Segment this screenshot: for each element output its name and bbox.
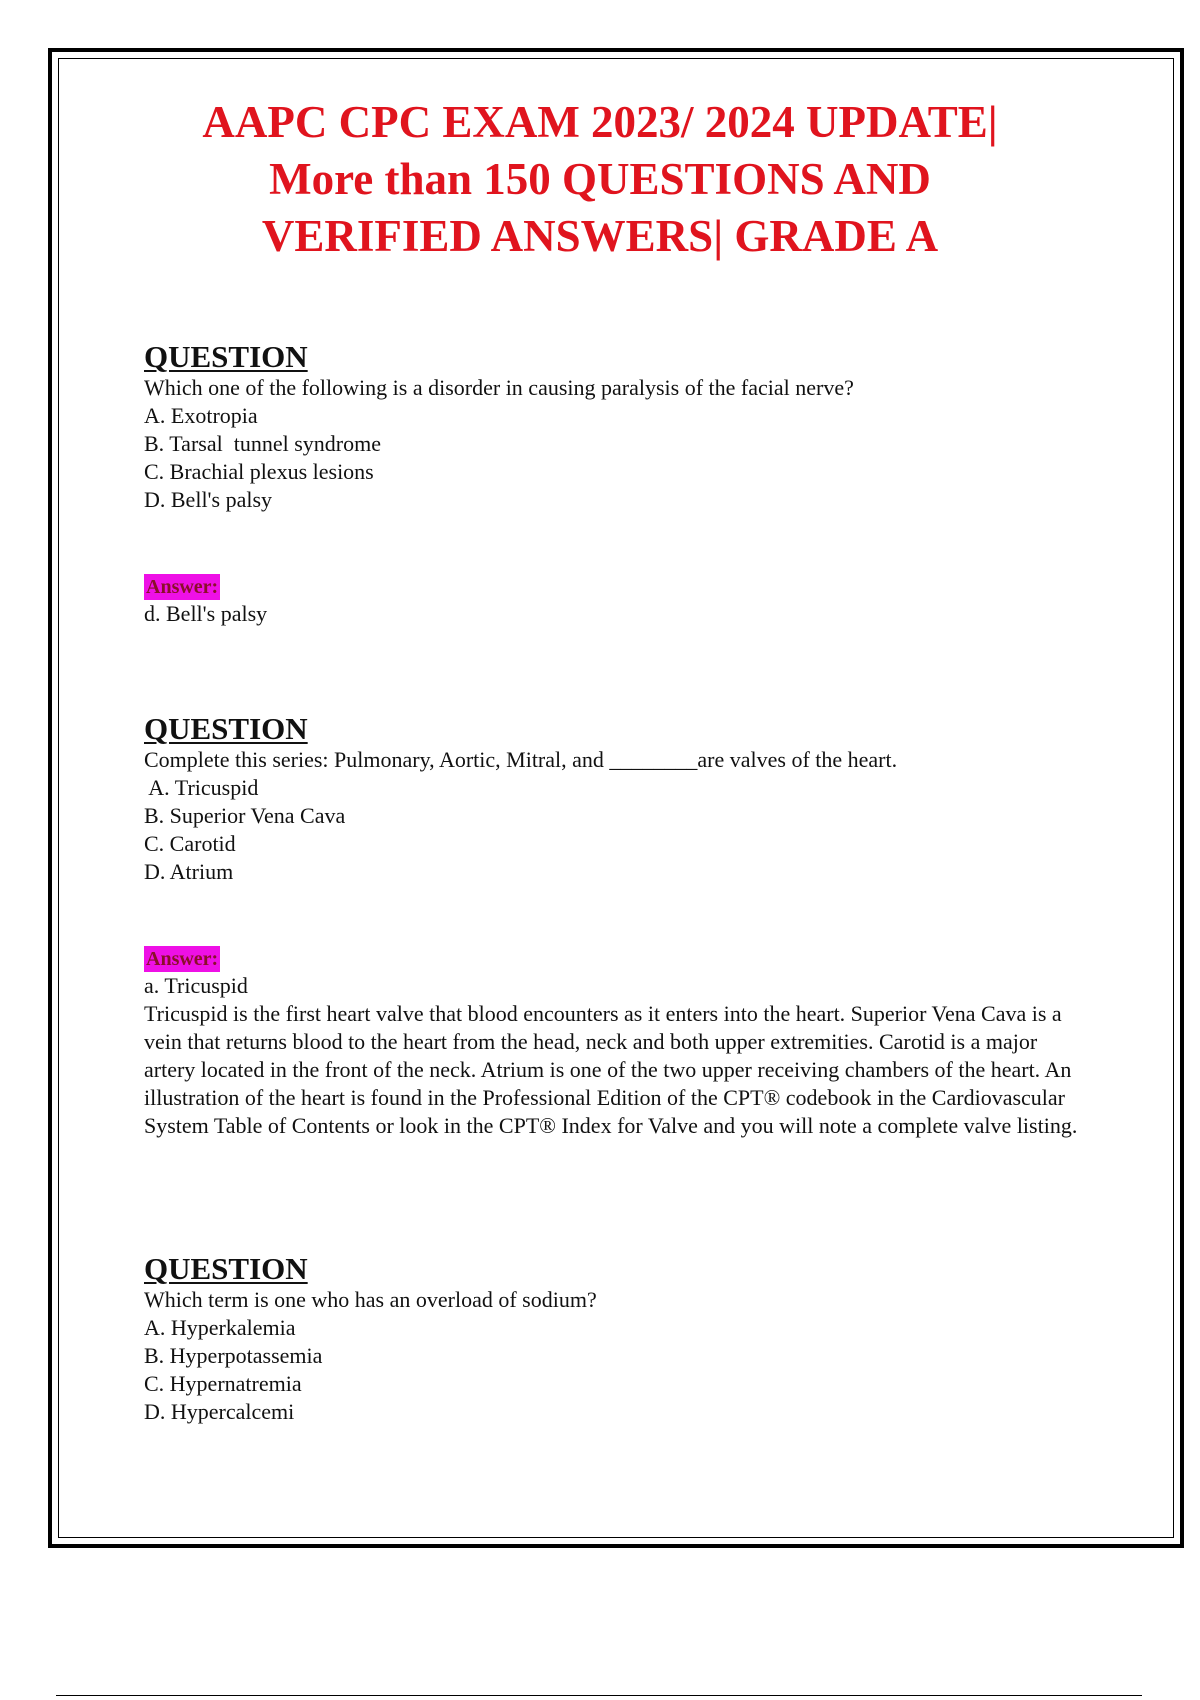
option-c: C. Brachial plexus lesions xyxy=(144,459,374,484)
answer-text: a. Tricuspid xyxy=(144,973,248,998)
document-title xyxy=(60,94,1140,265)
footer-rule xyxy=(56,1695,1142,1696)
title-line-1: AAPC CPC EXAM 2023/ 2024 UPDATE| xyxy=(202,97,998,147)
option-d: D. Atrium xyxy=(144,859,234,884)
option-d: D. Bell's palsy xyxy=(144,487,273,512)
option-a: A. Tricuspid xyxy=(144,775,259,800)
question-prompt: Which term is one who has an overload of sodium? xyxy=(144,1287,597,1312)
option-b: B. Hyperpotassemia xyxy=(144,1343,323,1368)
option-b: B. Superior Vena Cava xyxy=(144,803,346,828)
answer-label: Answer: xyxy=(146,576,219,598)
answer-1 xyxy=(144,574,1084,628)
question-3 xyxy=(144,1252,1084,1426)
option-a: A. Hyperkalemia xyxy=(144,1315,296,1340)
answer-label: Answer: xyxy=(146,948,219,970)
answer-explanation: Tricuspid is the first heart valve that blood encounters as it enters into the heart. Superior Vena Cava is a vein that returns blood to the heart from the head, neck and both upper extremities. Carotid is a major artery located in the front of the neck. Atrium is one of the two upper receiving chambers of the heart. An illustration of the heart is found in the Professional Edition of the CPT® codebook in the Cardiovascular System Table of Contents or look in the CPT® Index for Valve and you will note a complete valve listing. xyxy=(144,1001,1078,1138)
option-c: C. Carotid xyxy=(144,831,236,856)
option-d: D. Hypercalcemi xyxy=(144,1399,295,1424)
answer-text: d. Bell's palsy xyxy=(144,601,268,626)
option-c: C. Hypernatremia xyxy=(144,1371,302,1396)
question-heading: QUESTION xyxy=(144,711,308,746)
title-line-2: More than 150 QUESTIONS AND xyxy=(269,154,931,204)
option-a: A. Exotropia xyxy=(144,403,258,428)
question-prompt: Which one of the following is a disorder in causing paralysis of the facial nerve? xyxy=(144,375,854,400)
question-2 xyxy=(144,712,1084,886)
answer-2 xyxy=(144,946,1084,1140)
option-b: B. Tarsal tunnel syndrome xyxy=(144,431,381,456)
question-heading: QUESTION xyxy=(144,1251,308,1286)
question-heading: QUESTION xyxy=(144,339,308,374)
question-prompt: Complete this series: Pulmonary, Aortic, Mitral, and ________are valves of the heart. xyxy=(144,747,898,772)
title-line-3: VERIFIED ANSWERS| GRADE A xyxy=(261,211,939,261)
question-1 xyxy=(144,340,1084,514)
